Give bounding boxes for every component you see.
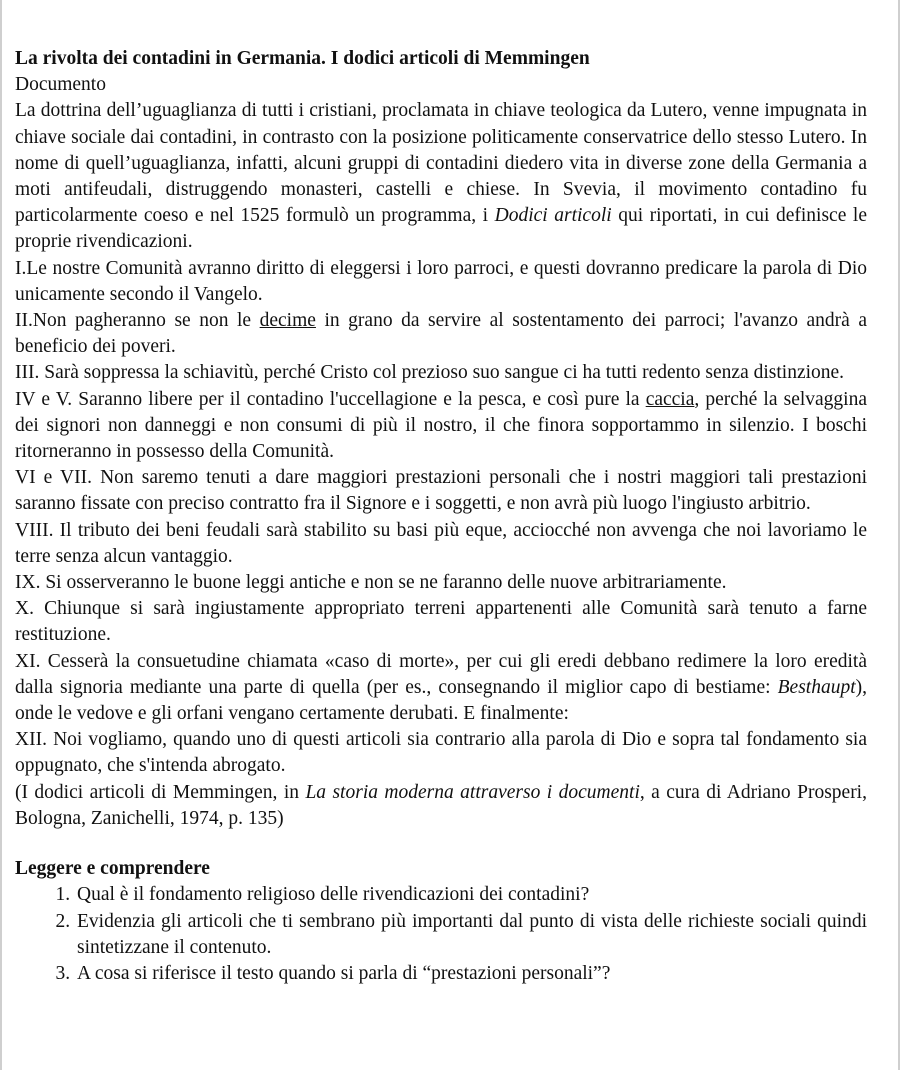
intro-paragraph — [15, 98, 867, 255]
article-2-underlined: decime — [259, 310, 316, 332]
article-1: I.Le nostre Comunità avranno diritto di eleggersi i loro parroci, e questi dovranno predicare la parola di Dio unicamente secondo il Vangelo. — [15, 257, 867, 305]
article-2-text-1: II.Non pagheranno se non le — [15, 310, 260, 332]
document-title: La rivolta dei contadini in Germania. I dodici articoli di Memmingen — [15, 48, 590, 69]
article-8: VIII. Il tributo dei beni feudali sarà stabilito su basi più eque, acciocché non avvenga che noi lavoriamo le terre senza alcun vantaggio. — [15, 519, 867, 567]
article-11 — [15, 649, 867, 728]
article-12: XII. Noi vogliamo, quando uno di questi articoli sia contrario alla parola di Dio e sopra tal fondamento sia oppugnato, che s'intenda abrogato. — [15, 729, 867, 777]
article-2 — [15, 308, 867, 360]
document-subtitle: Documento — [15, 74, 106, 96]
section-gap — [15, 832, 867, 856]
source-citation — [15, 780, 867, 832]
article-6-7: VI e VII. Non saremo tenuti a dare maggiori prestazioni personali che i nostri maggiori tali prestazioni saranno fissate con preciso contratto fra il Signore e i soggetti, e non avrà più luogo l'ingiusto arbitrio. — [15, 467, 867, 515]
article-4-text-2: , perché la selvaggina dei signori non danneggi e non consumi di più il nostro, il che finora sopportammo in silenzio. I boschi ritorneranno in possesso della Comunità. — [15, 388, 867, 463]
article-2-text-2: in grano da servire al sostentamento dei parroci; l'avanzo andrà a beneficio dei poveri. — [15, 310, 867, 358]
source-text-2: , a cura di Adriano Prosperi, Bologna, Zanichelli, 1974, p. 135) — [15, 781, 867, 829]
questions-heading: Leggere e comprendere — [15, 858, 210, 880]
article-10: X. Chiunque si sarà ingiustamente appropriato terreni appartenenti alle Comunità sarà tenuto a farne restituzione. — [15, 598, 867, 646]
intro-italic-title: Dodici articoli — [494, 205, 612, 227]
document-body — [15, 46, 867, 987]
article-11-text-1: XI. Cesserà la consuetudine chiamata «caso di morte», per cui gli eredi debbano redimere la loro eredità dalla signoria mediante una parte di quella (per es., consegnando il miglior capo di bestiame: — [15, 650, 867, 698]
article-4-text-1: IV e V. Saranno libere per il contadino l'uccellagione e la pesca, e così pure la — [15, 388, 646, 410]
source-text-1: (I dodici articoli di Memmingen, in — [15, 781, 306, 803]
article-3: III. Sarà soppressa la schiavitù, perché Cristo col prezioso suo sangue ci ha tutti redento senza distinzione. — [15, 362, 845, 384]
article-11-text-2: ), onde le vedove e gli orfani vengano certamente derubati. E finalmente: — [15, 676, 867, 725]
question-2: 2. Evidenzia gli articoli che ti sembrano più importanti dal punto di vista delle richieste sociali quindi sintetizzane il contenuto. — [75, 909, 867, 961]
question-1: 1. Qual è il fondamento religioso delle rivendicazioni dei contadini? — [75, 882, 867, 908]
article-11-italic: Besthaupt — [777, 676, 856, 698]
article-4-underlined: caccia — [645, 388, 695, 410]
question-3: 3. A cosa si riferisce il testo quando si parla di “prestazioni personali”? — [75, 961, 867, 987]
intro-text-1: La dottrina dell’uguaglianza di tutti i cristiani, proclamata in chiave teologica da Lutero, venne impugnata in chiave sociale dai contadini, in contrasto con la posizione politicamente conservatrice dello stesso Lutero. In nome di quell’uguaglianza, infatti, alcuni gruppi di contadini diedero vita in diverse zone della Germania a moti antifeudali, distruggendo monasteri, castelli e chiese. In Svevia, il movimento contadino fu particolarmente coeso e nel 1525 formulò un programma, i — [15, 100, 867, 227]
source-italic-title: La storia moderna attraverso i documenti — [305, 781, 640, 803]
article-9: IX. Si osserveranno le buone leggi antiche e non se ne faranno delle nuove arbitrariamente. — [15, 572, 727, 594]
questions-list — [15, 882, 867, 987]
intro-text-2: qui riportati, in cui definisce le proprie rivendicazioni. — [15, 205, 867, 253]
article-4-5 — [15, 387, 867, 466]
